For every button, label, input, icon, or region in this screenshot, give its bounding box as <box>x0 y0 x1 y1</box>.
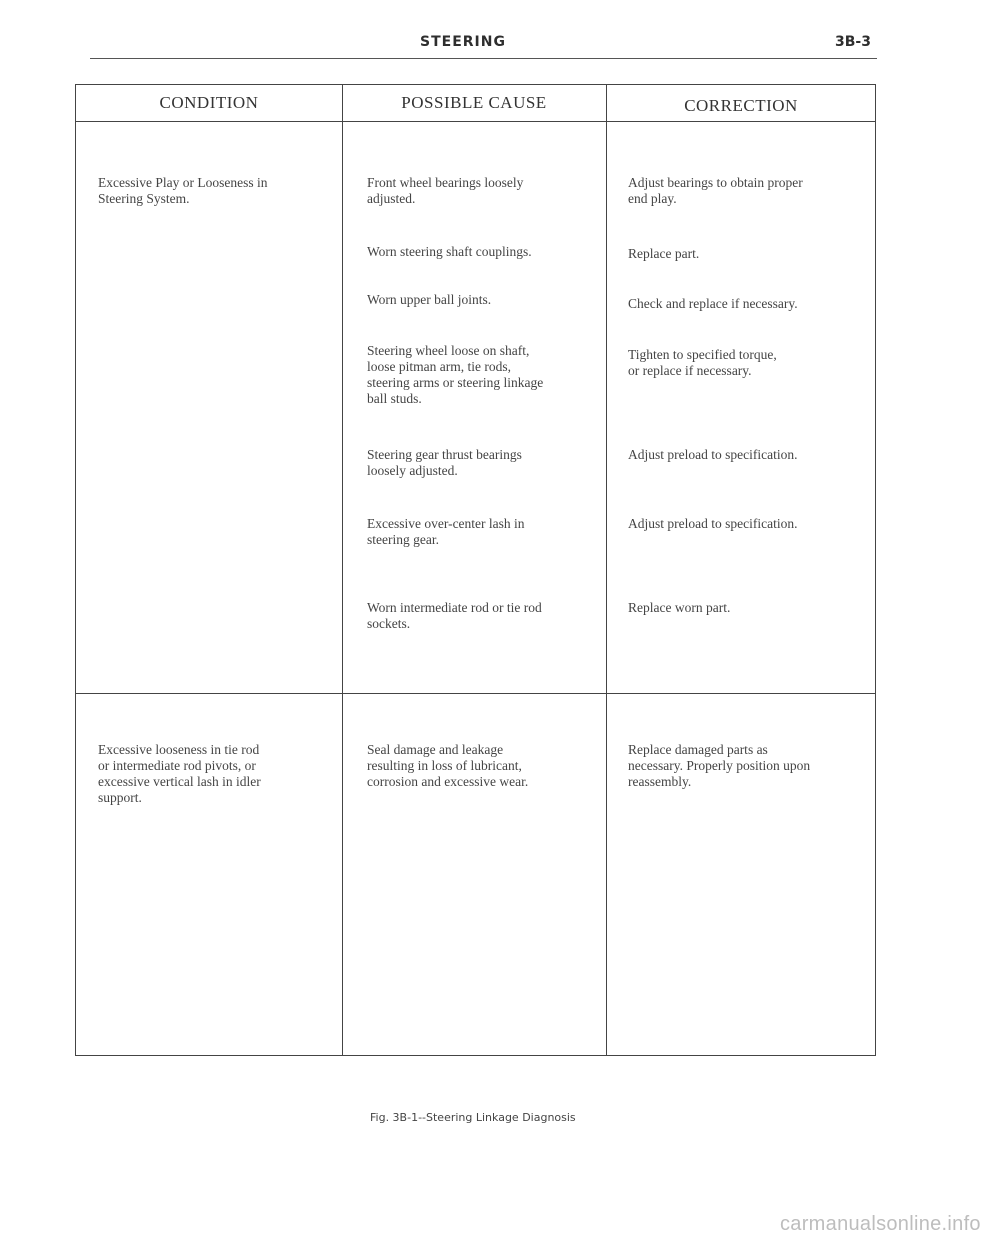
correction-cell-2: Replace part. <box>628 246 700 261</box>
cause-cell-2: Worn steering shaft couplings. <box>367 244 532 259</box>
header-row-rule <box>76 121 875 122</box>
correction-cell-8: Replace damaged parts as necessary. Properly position upon reassembly. <box>628 742 811 789</box>
condition-cell-2: Excessive looseness in tie rod or intermediate rod pivots, or excessive vertical lash in idler support. <box>98 742 261 805</box>
cause-cell-5: Steering gear thrust bearings loosely adjusted. <box>367 447 522 478</box>
cause-cell-1: Front wheel bearings loosely adjusted. <box>367 175 524 206</box>
cause-cell-7: Worn intermediate rod or tie rod sockets. <box>367 600 542 631</box>
correction-cell-6: Adjust preload to specification. <box>628 516 798 531</box>
correction-cell-5: Adjust preload to specification. <box>628 447 798 462</box>
section-title: STEERING <box>420 34 506 50</box>
column-header-condition: CONDITION <box>159 93 259 112</box>
column-header-correction: CORRECTION <box>684 96 798 115</box>
group-divider-rule <box>76 693 875 694</box>
cause-cell-3: Worn upper ball joints. <box>367 292 492 307</box>
header-rule <box>90 58 877 59</box>
cause-cell-6: Excessive over-center lash in steering gear. <box>367 516 525 547</box>
diagnosis-table <box>75 84 876 1056</box>
correction-cell-1: Adjust bearings to obtain proper end play. <box>628 175 803 206</box>
column-divider-2 <box>606 85 607 1055</box>
condition-cell-1: Excessive Play or Looseness in Steering System. <box>98 175 268 206</box>
figure-caption: Fig. 3B-1--Steering Linkage Diagnosis <box>370 1111 576 1124</box>
column-divider-1 <box>342 85 343 1055</box>
correction-cell-4: Tighten to specified torque, or replace if necessary. <box>628 347 777 378</box>
watermark-text: carmanualsonline.info <box>780 1213 981 1235</box>
column-header-possible-cause: POSSIBLE CAUSE <box>401 93 547 112</box>
cause-cell-8: Seal damage and leakage resulting in loss of lubricant, corrosion and excessive wear. <box>367 742 529 789</box>
page-header <box>0 30 960 54</box>
page-number: 3B-3 <box>835 34 871 50</box>
correction-cell-7: Replace worn part. <box>628 600 731 615</box>
correction-cell-3: Check and replace if necessary. <box>628 296 798 311</box>
cause-cell-4: Steering wheel loose on shaft, loose pitman arm, tie rods, steering arms or steering linkage ball studs. <box>367 343 544 406</box>
